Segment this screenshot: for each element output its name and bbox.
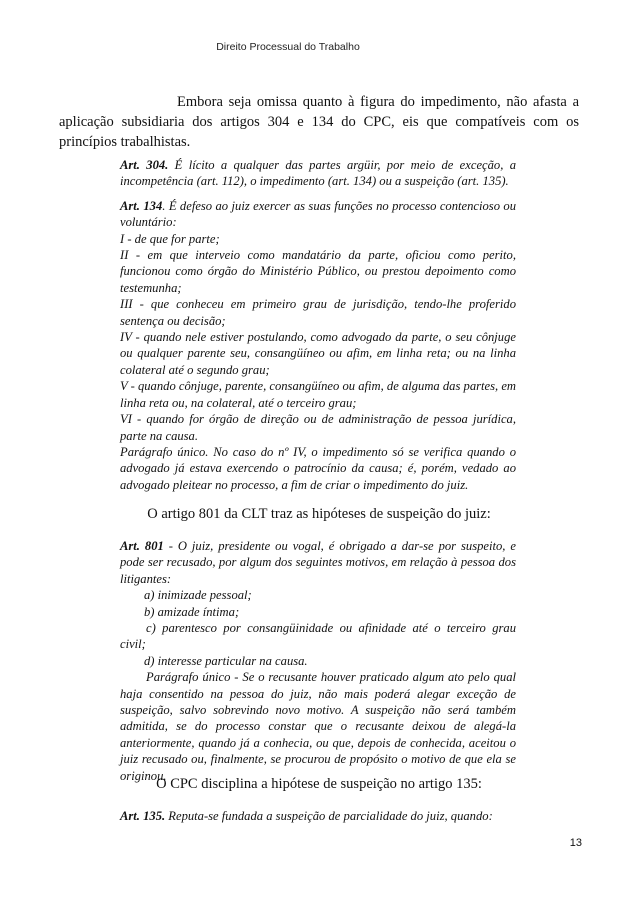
art-134-item: I - de que for parte; [120, 231, 220, 246]
intro-text: Embora seja omissa quanto à figura do impedimento, não afasta a aplicação subsidiaria dos artigos 304 e 134 do CPC, eis que compatíveis com os princípios trabalhistas. [59, 94, 579, 150]
art-801-item-b: b) amizade íntima; [144, 604, 240, 619]
art-801-label: Art. 801 [120, 539, 164, 553]
art-801-paragrafo: Parágrafo único - Se o recusante houver praticado algum ato pelo qual haja consentido na pessoa do juiz, não mais poderá alegar exceção de suspeição, salvo sobrevindo novo motivo. A suspeição não será também admitida, se do processo constar que o recusante deixou de alegá-la anteriormente, quando já a conhecia, ou que, depois de conhecida, aceitou o juiz recusado ou, finalmente, se procurou de propósito o motivo de que ela se originou. [120, 670, 516, 783]
art-135-text: Reputa-se fundada a suspeição de parcialidade do juiz, quando: [165, 809, 493, 823]
art-134-item: VI - quando for órgão de direção ou de administração de pessoa jurídica, parte na causa. [120, 412, 516, 443]
heading-cpc: O CPC disciplina a hipótese de suspeição no artigo 135: [156, 776, 482, 792]
art-801-item-c: c) parentesco por consangüinidade ou afinidade até o terceiro grau civil; [120, 621, 516, 652]
art-801 [120, 538, 516, 587]
art-134-text: . É defeso ao juiz exercer as suas funções no processo contencioso ou voluntário: [120, 198, 517, 230]
art-134-item: III - que conheceu em primeiro grau de jurisdição, tendo-lhe proferido sentença ou decisão; [120, 297, 516, 328]
art-135-label: Art. 135. [120, 809, 166, 823]
art-134-paragrafo: Parágrafo único. No caso do nº IV, o impedimento só se verifica quando o advogado já estava exercendo o patrocínio da causa; é, porém, vedado ao advogado pleitear no processo, a fim de criar o impedimento do juiz. [120, 444, 516, 492]
quote-block-cpc [120, 157, 516, 493]
art-134-item: II - em que interveio como mandatário da parte, oficiou como perito, funcionou como órgão do Ministério Público, ou prestou depoimento como testemunha; [120, 248, 516, 295]
art-134-label: Art. 134 [120, 198, 163, 213]
page-number: 13 [569, 837, 582, 849]
quote-block-clt [120, 538, 516, 784]
art-801-item-a: a) inimizade pessoal; [144, 588, 252, 603]
art-134-item: IV - quando nele estiver postulando, como advogado da parte, o seu cônjuge ou qualquer parente seu, consangüíneo ou afim, em linha reta; ou na linha colateral até o segundo grau; [120, 330, 516, 377]
running-header: Direito Processual do Trabalho [216, 41, 360, 53]
heading-clt: O artigo 801 da CLT traz as hipóteses de suspeição do juiz: [147, 506, 491, 522]
art-304-label: Art. 304. [120, 158, 169, 172]
intro-paragraph [59, 92, 579, 152]
art-134 [120, 198, 516, 231]
quote-block-art135 [120, 808, 516, 824]
art-304-text: É lícito a qualquer das partes argüir, por meio de exceção, a incompetência (art. 112), o impedimento (art. 134) ou a suspeição (art. 135). [120, 158, 516, 189]
art-801-item-d: d) interesse particular na causa. [144, 653, 308, 668]
art-801-text: - O juiz, presidente ou vogal, é obrigado a dar-se por suspeito, e pode ser recusado, por algum dos seguintes motivos, em relação à pessoa dos litigantes: [120, 539, 516, 586]
art-134-item: V - quando cônjuge, parente, consangüíneo ou afim, de alguma das partes, em linha reta ou, na colateral, até o terceiro grau; [120, 379, 516, 410]
art-304 [120, 157, 516, 190]
art-135 [120, 808, 516, 824]
